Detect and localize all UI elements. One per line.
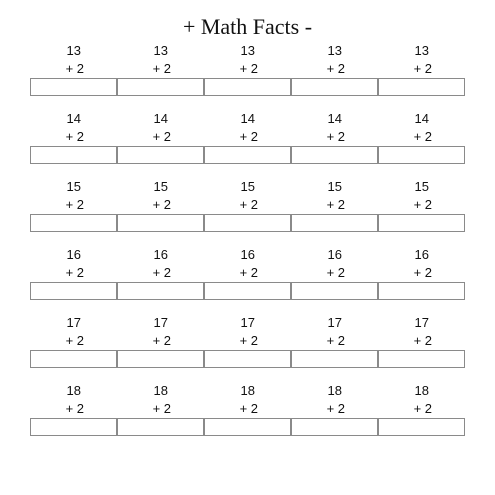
addend: + 2 [239,265,258,280]
answer-box[interactable] [117,350,204,368]
top-number: 14 [240,111,255,126]
addend: + 2 [326,401,345,416]
addition-problem [204,382,291,442]
top-number: 18 [414,383,429,398]
addend: + 2 [326,61,345,76]
addend: + 2 [65,197,84,212]
addend: + 2 [65,401,84,416]
top-number: 14 [327,111,342,126]
answer-box[interactable] [378,78,465,96]
top-number: 13 [66,43,81,58]
addition-problem [378,178,465,238]
addend: + 2 [65,129,84,144]
addend: + 2 [413,265,432,280]
addend: + 2 [152,61,171,76]
answer-box[interactable] [30,146,117,164]
addend: + 2 [413,61,432,76]
addend: + 2 [152,265,171,280]
top-number: 18 [153,383,168,398]
top-number: 15 [414,179,429,194]
addition-problem [204,110,291,170]
addition-problem [30,246,117,306]
addition-problem [291,110,378,170]
answer-box[interactable] [204,350,291,368]
answer-box[interactable] [117,214,204,232]
addend: + 2 [326,197,345,212]
addition-problem [204,178,291,238]
answer-box[interactable] [204,146,291,164]
addend: + 2 [239,401,258,416]
answer-box[interactable] [117,78,204,96]
top-number: 17 [414,315,429,330]
top-number: 16 [414,247,429,262]
answer-box[interactable] [378,146,465,164]
addend: + 2 [413,333,432,348]
addition-problem [378,314,465,374]
top-number: 14 [66,111,81,126]
addition-problem [117,42,204,102]
top-number: 18 [327,383,342,398]
addition-problem [291,178,378,238]
answer-box[interactable] [378,350,465,368]
top-number: 13 [414,43,429,58]
answer-box[interactable] [291,282,378,300]
addition-problem [117,110,204,170]
addend: + 2 [413,197,432,212]
top-number: 17 [66,315,81,330]
addition-problem [378,42,465,102]
top-number: 15 [240,179,255,194]
answer-box[interactable] [117,282,204,300]
addend: + 2 [152,401,171,416]
addend: + 2 [239,333,258,348]
top-number: 15 [66,179,81,194]
addition-problem [30,42,117,102]
answer-box[interactable] [291,214,378,232]
addend: + 2 [326,265,345,280]
answer-box[interactable] [291,78,378,96]
addition-problem [117,314,204,374]
answer-box[interactable] [30,214,117,232]
top-number: 13 [240,43,255,58]
addend: + 2 [413,129,432,144]
answer-box[interactable] [291,350,378,368]
addition-problem [204,314,291,374]
top-number: 13 [153,43,168,58]
page-title: + Math Facts - [182,14,313,39]
addition-problem [204,246,291,306]
addend: + 2 [326,333,345,348]
answer-box[interactable] [30,350,117,368]
addition-problem [291,246,378,306]
top-number: 16 [240,247,255,262]
top-number: 17 [327,315,342,330]
answer-box[interactable] [378,418,465,436]
addition-problem [30,110,117,170]
addend: + 2 [65,265,84,280]
answer-box[interactable] [291,418,378,436]
addition-problem [30,314,117,374]
addition-problem [291,382,378,442]
addition-problem [117,246,204,306]
addend: + 2 [152,197,171,212]
addition-problem [204,42,291,102]
answer-box[interactable] [30,418,117,436]
addition-problem [378,246,465,306]
addend: + 2 [239,61,258,76]
top-number: 14 [153,111,168,126]
addition-problem [378,382,465,442]
answer-box[interactable] [30,282,117,300]
addend: + 2 [65,333,84,348]
addend: + 2 [326,129,345,144]
answer-box[interactable] [378,214,465,232]
addend: + 2 [152,129,171,144]
top-number: 14 [414,111,429,126]
answer-box[interactable] [204,282,291,300]
addition-problem [291,314,378,374]
addition-problem [291,42,378,102]
top-number: 18 [240,383,255,398]
top-number: 17 [240,315,255,330]
top-number: 13 [327,43,342,58]
addition-problem [117,178,204,238]
top-number: 16 [153,247,168,262]
top-number: 15 [327,179,342,194]
answer-box[interactable] [204,418,291,436]
top-number: 18 [66,383,81,398]
answer-box[interactable] [117,146,204,164]
answer-box[interactable] [378,282,465,300]
addend: + 2 [239,129,258,144]
top-number: 16 [327,247,342,262]
addition-problem [117,382,204,442]
answer-box[interactable] [117,418,204,436]
answer-box[interactable] [291,146,378,164]
addition-problem [30,382,117,442]
addend: + 2 [65,61,84,76]
addend: + 2 [239,197,258,212]
top-number: 15 [153,179,168,194]
top-number: 16 [66,247,81,262]
answer-box[interactable] [30,78,117,96]
addend: + 2 [152,333,171,348]
addition-problem [30,178,117,238]
answer-box[interactable] [204,214,291,232]
addition-problem [378,110,465,170]
addend: + 2 [413,401,432,416]
answer-box[interactable] [204,78,291,96]
top-number: 17 [153,315,168,330]
